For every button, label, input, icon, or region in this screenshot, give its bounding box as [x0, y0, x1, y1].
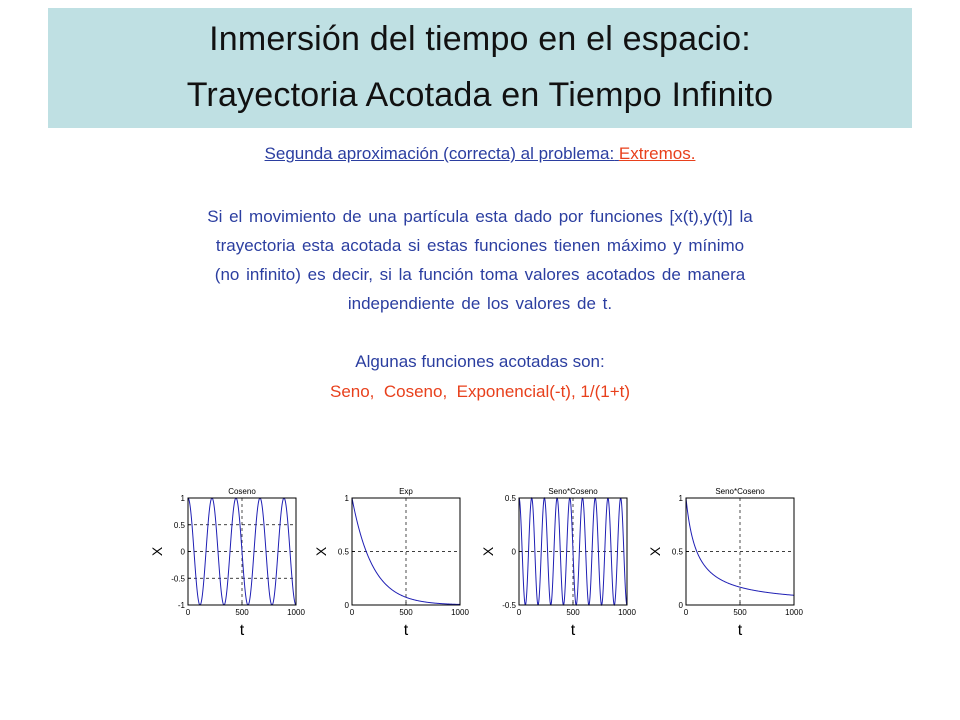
y-tick-label: -1 [177, 601, 185, 610]
x-axis-label: t [570, 622, 576, 639]
plot-title: Seno*Coseno [715, 487, 765, 496]
y-tick-label: 0 [511, 547, 516, 557]
x-axis-label: t [403, 622, 409, 639]
plots-panel [0, 470, 960, 650]
y-tick-label: -0.5 [502, 601, 516, 610]
y-tick-label: 0.5 [504, 494, 516, 503]
paragraph-line-2: trayectoria esta acotada si estas funciones tienen máximo y mínimo [215, 236, 745, 255]
x-tick-label: 1000 [618, 608, 636, 617]
paragraph-line-3: (no infinito) es decir, si la función toma valores acotados de manera [214, 265, 746, 284]
y-tick-label: 1 [180, 494, 185, 503]
y-axis-label: X [647, 546, 663, 557]
y-axis-label: X [313, 546, 329, 557]
y-tick-label: 0.5 [337, 547, 349, 557]
x-tick-label: 0 [185, 608, 191, 617]
y-tick-label: -0.5 [171, 574, 185, 584]
y-axis-label: X [149, 546, 165, 557]
title-band [48, 8, 912, 128]
y-tick-label: 0.5 [671, 547, 683, 557]
x-tick-label: 0 [516, 608, 522, 617]
x-tick-label: 0 [683, 608, 689, 617]
plot-title: Seno*Coseno [548, 487, 598, 496]
x-tick-label: 500 [733, 608, 747, 617]
y-tick-label: 0 [344, 601, 349, 610]
x-tick-label: 1000 [785, 608, 803, 617]
slide-title-line-1: Inmersión del tiempo en el espacio: [209, 20, 751, 58]
plot-title: Exp [399, 487, 413, 496]
x-axis-label: t [239, 622, 245, 639]
slide-title-line-2: Trayectoria Acotada en Tiempo Infinito [186, 76, 774, 114]
y-tick-label: 1 [678, 494, 683, 503]
y-tick-label: 0.5 [173, 520, 185, 530]
x-tick-label: 0 [349, 608, 355, 617]
y-tick-label: 0 [678, 601, 683, 610]
x-tick-label: 500 [235, 608, 249, 617]
y-tick-label: 0 [180, 547, 185, 557]
description-paragraph [100, 202, 860, 318]
x-tick-label: 1000 [287, 608, 305, 617]
x-tick-label: 500 [566, 608, 580, 617]
y-tick-label: 1 [344, 494, 349, 503]
x-tick-label: 1000 [451, 608, 469, 617]
examples-intro: Algunas funciones acotadas son: [355, 352, 605, 371]
plot-title: Coseno [228, 487, 256, 496]
subtitle [0, 144, 960, 164]
examples-list: Seno, Coseno, Exponencial(-t), 1/(1+t) [329, 382, 630, 401]
x-tick-label: 500 [399, 608, 413, 617]
paragraph-line-4: independiente de los valores de t. [347, 294, 613, 313]
y-axis-label: X [480, 546, 496, 557]
subtitle-highlight: Extremos. [618, 144, 696, 163]
x-axis-label: t [737, 622, 743, 639]
subtitle-prefix: Segunda aproximación (correcta) al problema: [264, 144, 615, 163]
paragraph-line-1: Si el movimiento de una partícula esta dado por funciones [x(t),y(t)] la [207, 207, 753, 226]
